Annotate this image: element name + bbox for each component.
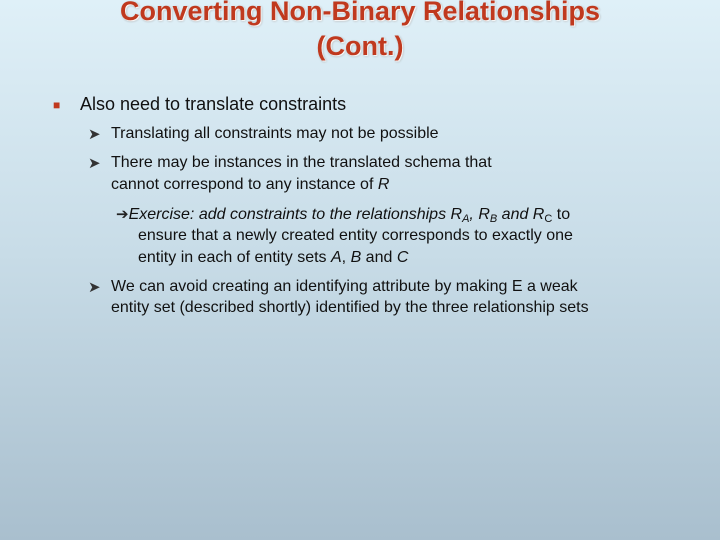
exercise-line-3: entity in each of entity sets A, B and C xyxy=(138,249,409,266)
title-line-1: Converting Non-Binary Relationships xyxy=(119,0,601,26)
bullet-constraints: Also need to translate constraints xyxy=(80,94,347,114)
square-bullet-icon: ■ xyxy=(53,98,61,112)
sub-bullet-translating: Translating all constraints may not be possible xyxy=(111,125,439,142)
title-line-2: (Cont.) xyxy=(316,31,404,61)
right-arrow-icon: ➔ xyxy=(116,206,129,223)
arrow-bullet-icon: ➤ xyxy=(88,279,101,296)
arrow-bullet-icon: ➤ xyxy=(88,155,101,172)
exercise-line-2: ensure that a newly created entity corresponds to exactly one xyxy=(138,227,573,244)
sub-bullet-weak-entity-line-1: We can avoid creating an identifying attribute by making E a weak xyxy=(111,278,578,295)
exercise-line-1: ➔Exercise: add constraints to the relationships $R_A$, $R_B$ and $R_C$ to xyxy=(116,206,571,225)
arrow-bullet-icon: ➤ xyxy=(88,126,101,143)
sub-bullet-instances-line-2: cannot correspond to any instance of R xyxy=(111,176,390,193)
slide-title xyxy=(40,0,680,64)
sub-bullet-weak-entity-line-2: entity set (described shortly) identified by the three relationship sets xyxy=(111,299,589,316)
sub-bullet-instances-line-1: There may be instances in the translated schema that xyxy=(111,154,492,171)
